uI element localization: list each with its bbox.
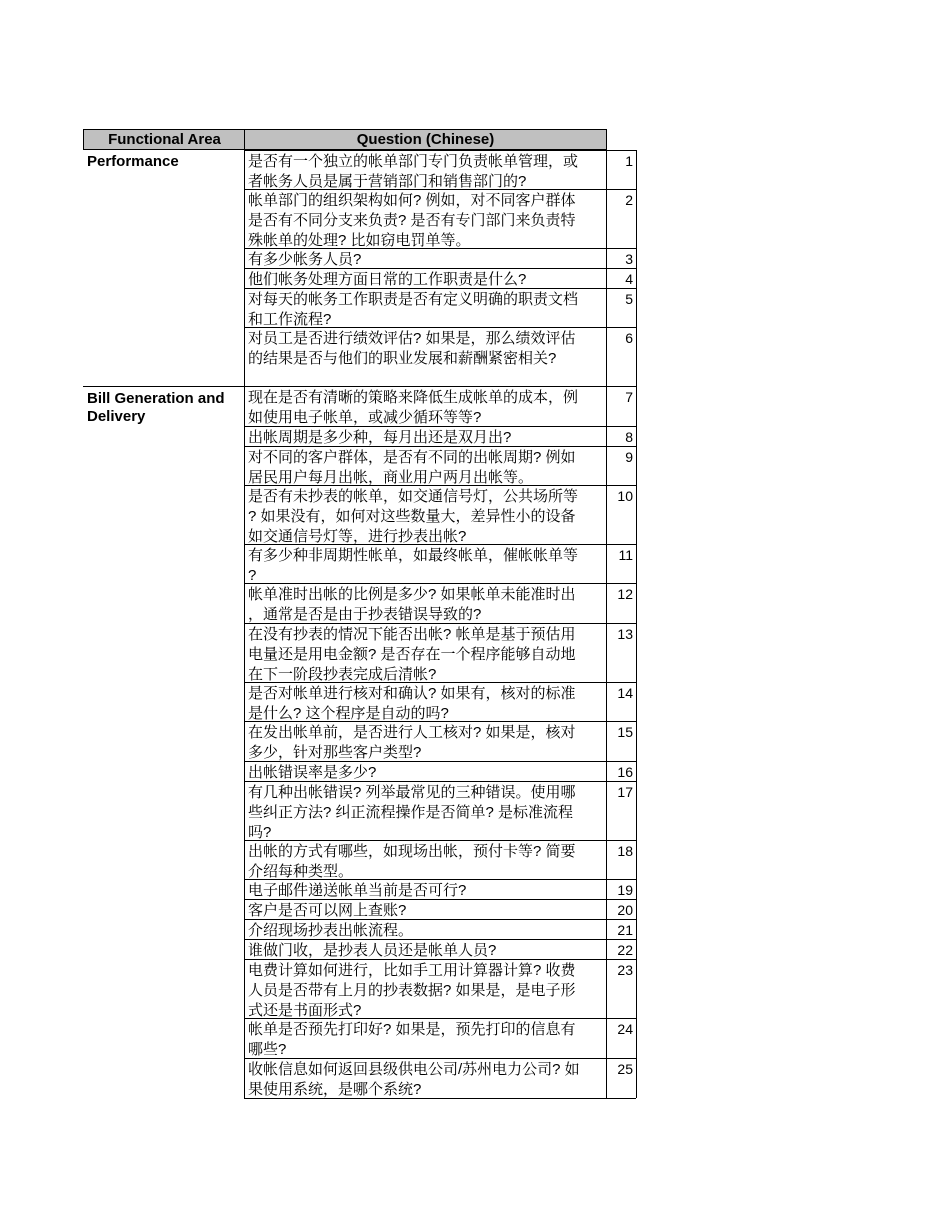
question-text-line: 电量还是用电金额? 是否存在一个程序能够自动地 xyxy=(248,646,576,663)
question-cell xyxy=(248,585,604,625)
question-text-line: 有多少种非周期性帐单，如最终帐单，催帐帐单等 xyxy=(248,547,579,564)
question-text-line: 帐单部门的组织架构如何? 例如，对不同客户群体 xyxy=(248,192,576,209)
question-cell xyxy=(248,842,604,882)
question-text-line: ，通常是否是由于抄表错误导致的? xyxy=(248,606,482,623)
question-number: 2 xyxy=(625,192,633,208)
question-number: 20 xyxy=(617,902,633,918)
question-number: 4 xyxy=(625,271,633,287)
question-text-line: 现在是否有清晰的策略来降低生成帐单的成本，例 xyxy=(248,389,579,406)
question-text-line: 哪些? xyxy=(248,1041,287,1058)
question-cell xyxy=(248,901,604,921)
question-text-line: 人员是否带有上月的抄表数据? 如果是，是电子形 xyxy=(248,982,576,999)
question-cell xyxy=(248,881,604,901)
question-text-line: 他们帐务处理方面日常的工作职责是什么? xyxy=(248,271,527,288)
question-cell xyxy=(248,763,604,783)
question-text-line: 收帐信息如何返回县级供电公司/苏州电力公司? 如 xyxy=(248,1061,580,1078)
grid-vline-number-right xyxy=(636,150,637,1098)
question-cell xyxy=(248,428,604,448)
question-cell xyxy=(248,270,604,290)
area-label-performance: Performance xyxy=(87,153,179,170)
question-text-line: 和工作流程? xyxy=(248,311,332,328)
question-number: 21 xyxy=(617,922,633,938)
question-text-line: 是否对帐单进行核对和确认? 如果有，核对的标准 xyxy=(248,685,576,702)
question-number: 8 xyxy=(625,429,633,445)
question-number: 6 xyxy=(625,330,633,346)
grid-hline-row xyxy=(244,150,636,151)
question-cell xyxy=(248,625,604,685)
question-text-line: 如使用电子帐单，或减少循环等等? xyxy=(248,409,482,426)
question-text-line: ? 如果没有，如何对这些数量大，差异性小的设备 xyxy=(248,508,576,525)
question-cell xyxy=(248,329,604,369)
question-cell xyxy=(248,487,604,547)
question-cell xyxy=(248,684,604,724)
question-text-line: 些纠正方法? 纠正流程操作是否简单? 是标准流程 xyxy=(248,804,574,821)
question-cell xyxy=(248,1060,604,1100)
question-text-line: ? xyxy=(248,567,257,584)
question-number: 22 xyxy=(617,942,633,958)
question-number: 25 xyxy=(617,1061,633,1077)
question-text-line: 有多少帐务人员? xyxy=(248,251,362,268)
header-functional-area: Functional Area xyxy=(83,129,246,150)
question-text-line: 有几种出帐错误? 列举最常见的三种错误。使用哪 xyxy=(248,784,576,801)
question-number: 16 xyxy=(617,764,633,780)
question-number: 11 xyxy=(618,547,633,563)
question-number: 13 xyxy=(617,626,633,642)
question-text-line: 殊帐单的处理? 比如窃电罚单等。 xyxy=(248,232,471,249)
question-number: 19 xyxy=(617,882,633,898)
question-cell xyxy=(248,546,604,586)
question-cell xyxy=(248,152,604,192)
question-number: 3 xyxy=(625,251,633,267)
question-text-line: 出帐错误率是多少? xyxy=(248,764,377,781)
question-cell xyxy=(248,250,604,270)
question-text-line: 客户是否可以网上查账? xyxy=(248,902,407,919)
question-number: 12 xyxy=(617,586,633,602)
question-text-line: 吗? xyxy=(248,824,272,841)
question-text-line: 电子邮件递送帐单当前是否可行? xyxy=(248,882,467,899)
question-text-line: 的结果是否与他们的职业发展和薪酬紧密相关? xyxy=(248,350,557,367)
question-number: 7 xyxy=(625,389,633,405)
area-label-bill-generation: Bill Generation and Delivery xyxy=(87,390,225,425)
header-question: Question (Chinese) xyxy=(244,129,607,150)
question-cell xyxy=(248,191,604,251)
question-text-line: 在没有抄表的情况下能否出帐? 帐单是基于预估用 xyxy=(248,626,576,643)
question-text-line: 对不同的客户群体，是否有不同的出帐周期? 例如 xyxy=(248,449,576,466)
question-text-line: 是否有未抄表的帐单，如交通信号灯，公共场所等 xyxy=(248,488,579,505)
question-text-line: 对每天的帐务工作职责是否有定义明确的职责文档 xyxy=(248,291,579,308)
question-text-line: 帐单是否预先打印好? 如果是，预先打印的信息有 xyxy=(248,1021,576,1038)
question-text-line: 出帐的方式有哪些，如现场出帐，预付卡等? 简要 xyxy=(248,843,576,860)
question-number: 23 xyxy=(617,962,633,978)
question-cell xyxy=(248,448,604,488)
question-text-line: 式还是书面形式? xyxy=(248,1002,362,1019)
question-text-line: 谁做门收，是抄表人员还是帐单人员? xyxy=(248,942,497,959)
question-text-line: 帐单准时出帐的比例是多少? 如果帐单未能准时出 xyxy=(248,586,576,603)
question-text-line: 在发出帐单前，是否进行人工核对? 如果是，核对 xyxy=(248,724,576,741)
question-text-line: 居民用户每月出帐，商业用户两月出帐等。 xyxy=(248,469,534,486)
question-cell xyxy=(248,1020,604,1060)
question-text-line: 是否有不同分支来负责? 是否有专门部门来负责特 xyxy=(248,212,576,229)
question-number: 9 xyxy=(625,449,633,465)
question-cell xyxy=(248,941,604,961)
question-number: 5 xyxy=(625,291,633,307)
question-cell xyxy=(248,783,604,843)
question-number: 15 xyxy=(617,724,633,740)
question-text-line: 者帐务人员是属于营销部门和销售部门的? xyxy=(248,173,527,190)
grid-hline-row xyxy=(244,386,636,387)
question-text-line: 介绍每种类型。 xyxy=(248,863,354,880)
question-cell xyxy=(248,723,604,763)
question-text-line: 如交通信号灯等，进行抄表出帐? xyxy=(248,528,467,545)
question-number: 1 xyxy=(625,153,633,169)
question-cell xyxy=(248,290,604,330)
question-number: 18 xyxy=(617,843,633,859)
question-text-line: 多少，针对那些客户类型? xyxy=(248,744,422,761)
grid-hline-area-separator xyxy=(83,386,244,387)
question-text-line: 在下一阶段抄表完成后清帐? xyxy=(248,666,437,683)
question-text-line: 是否有一个独立的帐单部门专门负责帐单管理，或 xyxy=(248,153,579,170)
question-number: 17 xyxy=(617,784,633,800)
question-cell xyxy=(248,961,604,1021)
grid-vline-question-left xyxy=(244,150,245,1098)
question-text-line: 是什么? 这个程序是自动的吗? xyxy=(248,705,449,722)
question-text-line: 对员工是否进行绩效评估? 如果是，那么绩效评估 xyxy=(248,330,576,347)
question-text-line: 电费计算如何进行，比如手工用计算器计算? 收费 xyxy=(248,962,576,979)
question-cell xyxy=(248,921,604,941)
question-number: 24 xyxy=(617,1021,633,1037)
question-cell xyxy=(248,388,604,428)
question-text-line: 介绍现场抄表出帐流程。 xyxy=(248,922,414,939)
question-text-line: 果使用系统，是哪个系统? xyxy=(248,1081,422,1098)
question-number: 10 xyxy=(617,488,633,504)
question-text-line: 出帐周期是多少种，每月出还是双月出? xyxy=(248,429,512,446)
question-number: 14 xyxy=(617,685,633,701)
